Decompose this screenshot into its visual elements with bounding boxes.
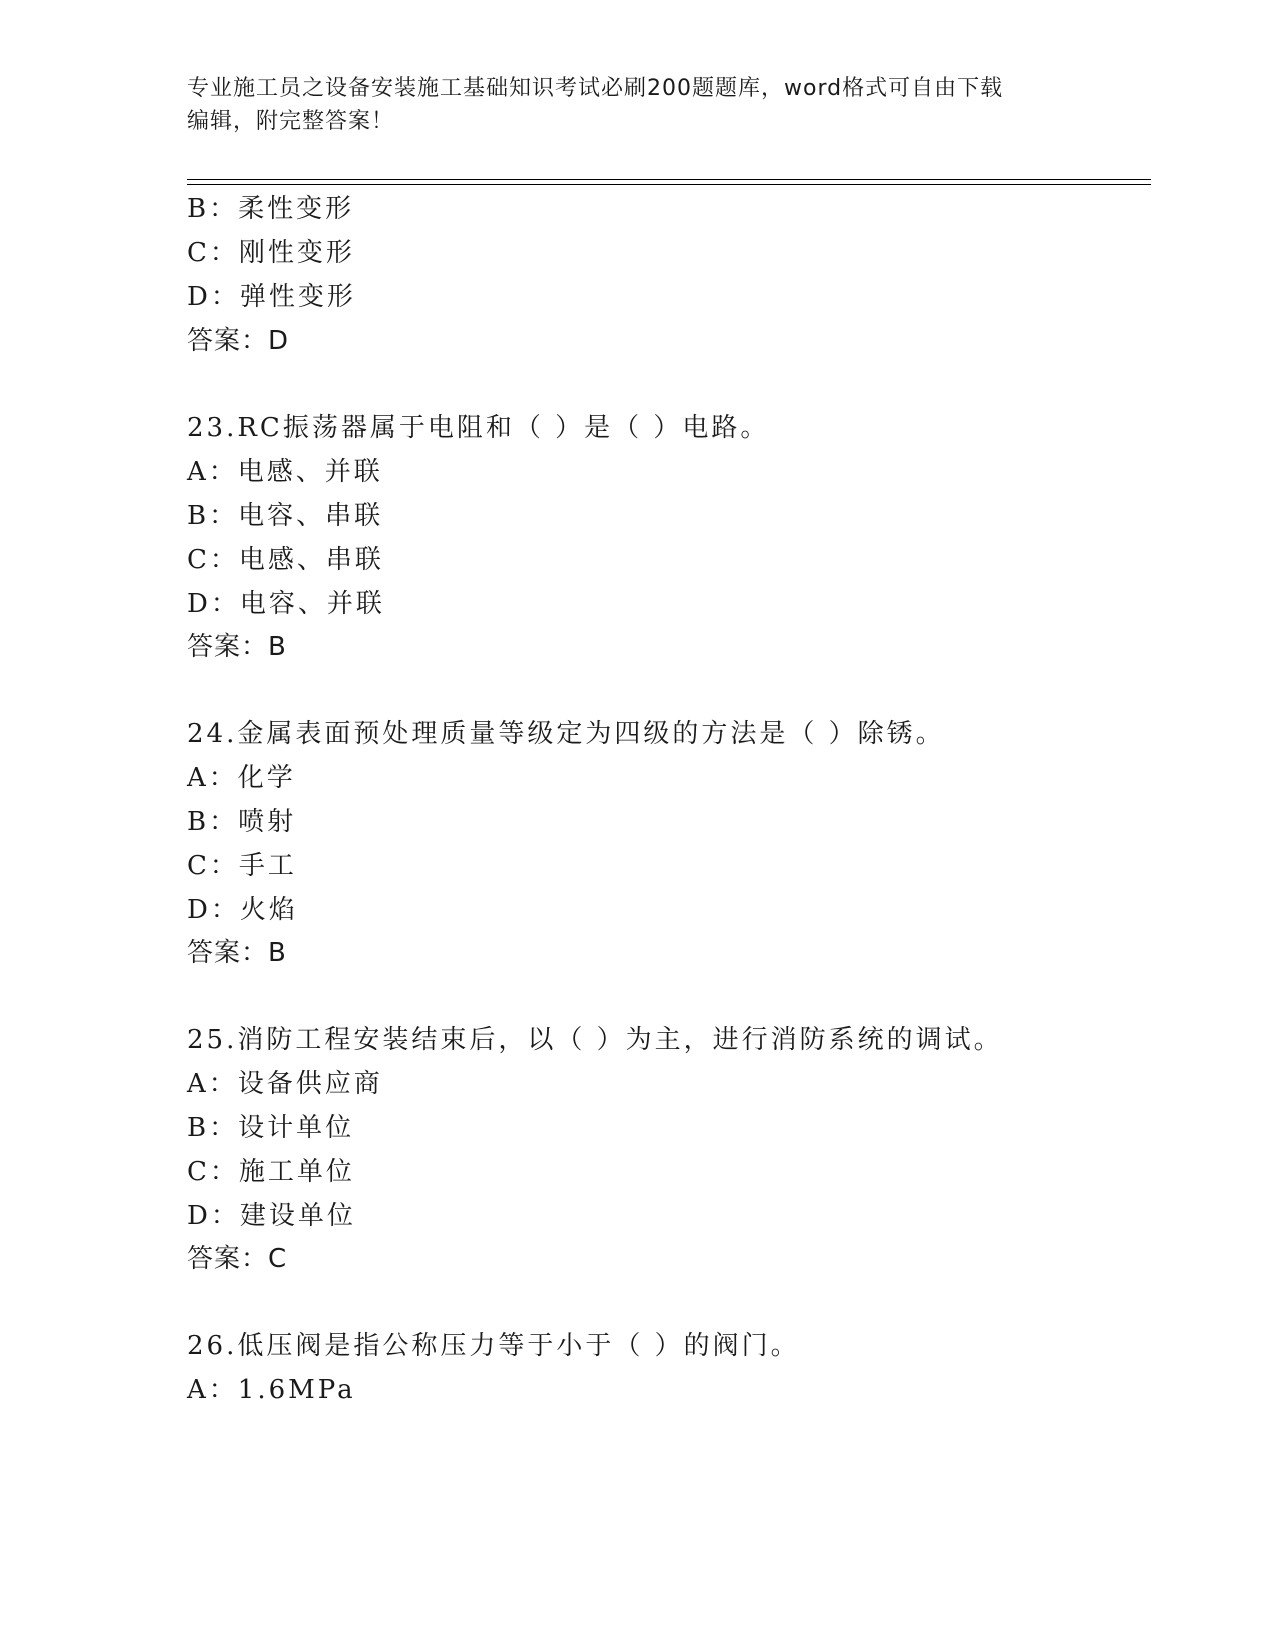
q22-option-c: C：刚性变形 — [187, 238, 355, 268]
q25-option-b: B：设计单位 — [187, 1113, 355, 1143]
header-line-2: 编辑，附完整答案！ — [187, 109, 395, 134]
q23-option-c: C：电感、串联 — [187, 545, 384, 575]
q23-question: 23.RC振荡器属于电阻和（ ）是（ ）电路。 — [187, 413, 770, 443]
q25-option-c: C：施工单位 — [187, 1157, 355, 1187]
q22-answer: 答案：D — [187, 326, 290, 356]
q26-question: 26.低压阀是指公称压力等于小于（ ）的阀门。 — [187, 1331, 800, 1361]
q22-option-b: B：柔性变形 — [187, 194, 355, 224]
q25-option-d: D：建设单位 — [187, 1201, 356, 1231]
header-divider-top — [187, 179, 1151, 180]
q23-option-a: A：电感、并联 — [187, 457, 383, 487]
q25-question: 25.消防工程安装结束后，以（ ）为主，进行消防系统的调试。 — [187, 1025, 1003, 1055]
q25-answer: 答案：C — [187, 1244, 288, 1274]
q24-option-d: D：火焰 — [187, 895, 298, 925]
q24-answer: 答案：B — [187, 938, 287, 968]
header-line-1: 专业施工员之设备安装施工基础知识考试必刷200题题库，word格式可自由下载 — [187, 76, 1004, 101]
document-header — [187, 72, 1087, 138]
q24-question: 24.金属表面预处理质量等级定为四级的方法是（ ）除锈。 — [187, 719, 945, 749]
q25-option-a: A：设备供应商 — [187, 1069, 383, 1099]
header-divider-bottom — [187, 184, 1151, 185]
q23-answer: 答案：B — [187, 632, 287, 662]
q24-option-a: A：化学 — [187, 763, 296, 793]
q24-option-b: B：喷射 — [187, 807, 297, 837]
q22-option-d: D：弹性变形 — [187, 282, 356, 312]
q23-option-b: B：电容、串联 — [187, 501, 384, 531]
q26-option-a: A：1.6MPa — [187, 1375, 356, 1405]
q24-option-c: C：手工 — [187, 851, 297, 881]
q23-option-d: D：电容、并联 — [187, 589, 385, 619]
